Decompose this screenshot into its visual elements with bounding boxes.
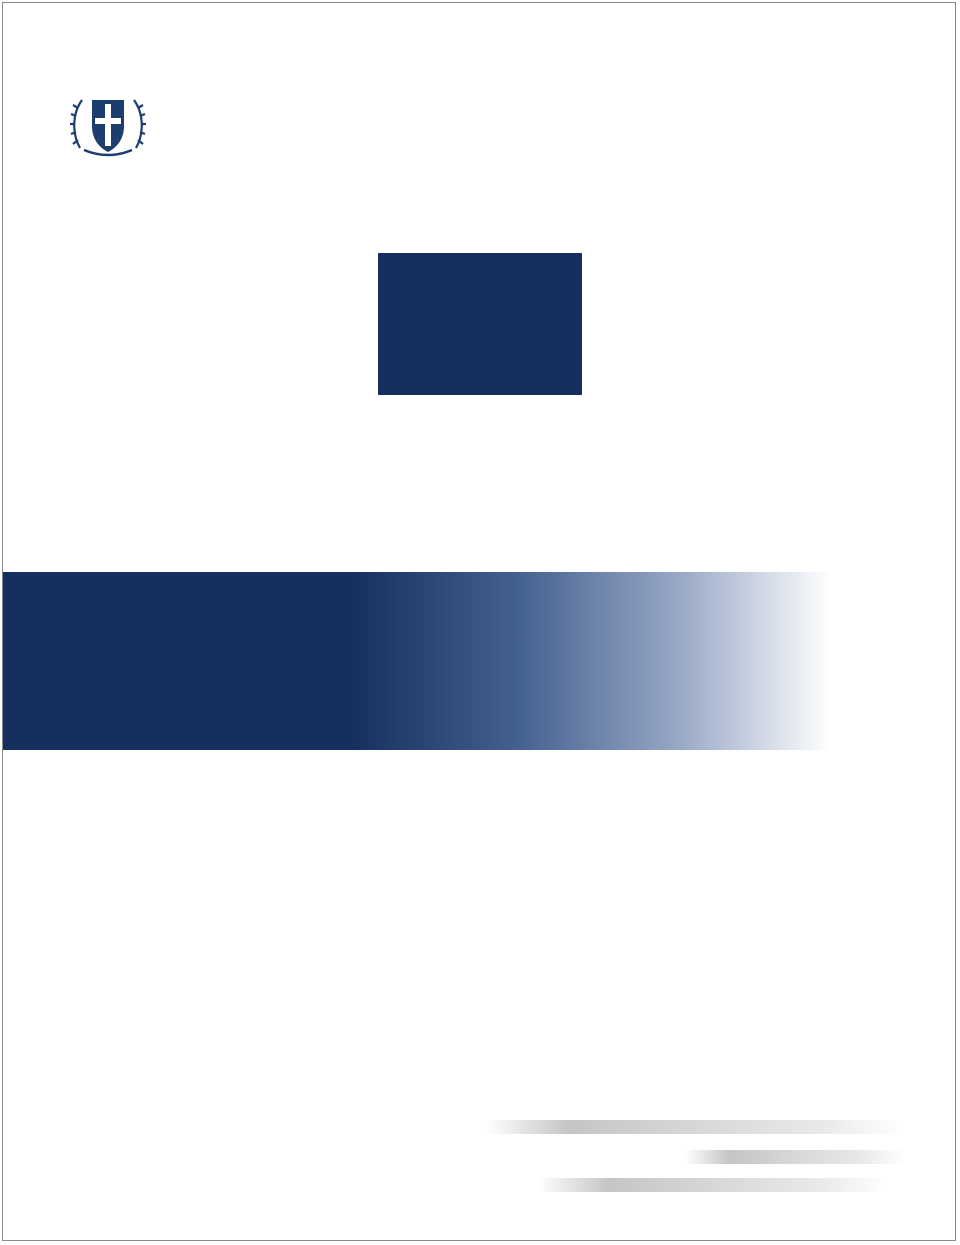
- motto-shadow-bar: [685, 1150, 905, 1164]
- action-plan-banner: [3, 572, 831, 750]
- ogp-logo-stripes: [378, 396, 582, 422]
- motto-shadow-bar: [538, 1178, 888, 1192]
- motto-shadow-bar: [485, 1120, 905, 1134]
- ogp-logo: [378, 253, 582, 395]
- greek-coat-of-arms-icon: [70, 90, 146, 160]
- ministry-header: [70, 90, 152, 160]
- top-stripe-bar: [3, 3, 955, 54]
